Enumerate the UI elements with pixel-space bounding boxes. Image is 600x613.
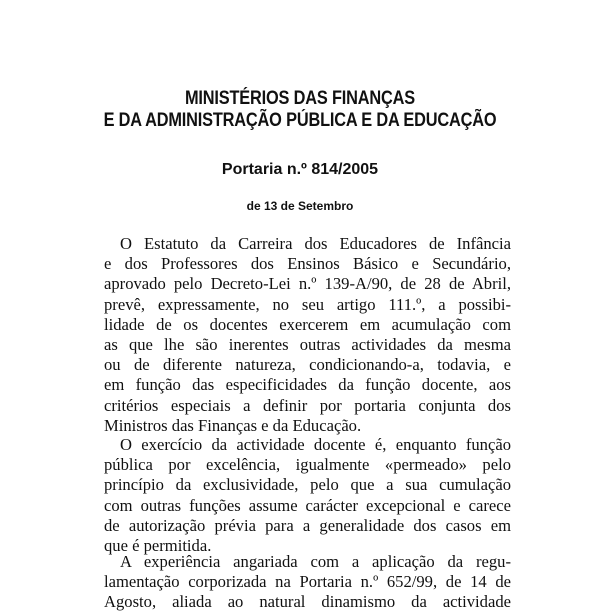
text-line: O exercício da actividade docente é, enquanto função xyxy=(120,435,511,454)
portaria-number: Portaria n.º 814/2005 xyxy=(221,161,379,178)
paragraph-3 xyxy=(104,552,511,613)
text-line: de autorização prévia para a generalidade dos casos em xyxy=(104,515,511,535)
text-line: Ministros das Finanças e da Educação. xyxy=(104,415,362,435)
paragraph-1 xyxy=(104,234,511,436)
text-line: O Estatuto da Carreira dos Educadores de Infância xyxy=(120,234,511,253)
paragraph-2 xyxy=(104,435,511,556)
text-line: lidade de os docentes exercerem em acumulação com xyxy=(104,314,511,334)
text-line: A experiência angariada com a aplicação da regu- xyxy=(120,552,511,571)
portaria-date: de 13 de Setembro xyxy=(246,199,354,213)
text-line: lamentação corporizada na Portaria n.º 652/99, de 14 de xyxy=(104,572,511,592)
text-line: princípio da exclusividade, pelo que a sua cumulação xyxy=(104,475,511,495)
text-line: ou de diferente natureza, condicionando-a, todavia, e xyxy=(104,355,511,375)
ministry-title-line-1: MINISTÉRIOS DAS FINANÇAS xyxy=(184,88,416,109)
text-line: que é permitida. xyxy=(104,535,212,555)
text-line: critérios especiais a definir por portaria conjunta dos xyxy=(104,395,511,415)
text-line: Agosto, aliada ao natural dinamismo da actividade xyxy=(104,592,511,612)
text-line: pública por excelência, igualmente «permeado» pelo xyxy=(104,455,511,475)
ministry-title-line-2: E DA ADMINISTRAÇÃO PÚBLICA E DA EDUCAÇÃO xyxy=(103,110,497,131)
text-line: prevê, expressamente, no seu artigo 111.º, a possibi- xyxy=(104,294,511,314)
text-line: aprovado pelo Decreto-Lei n.º 139-A/90, de 28 de Abril, xyxy=(104,274,511,294)
text-line: em função das especificidades da função docente, aos xyxy=(104,375,511,395)
text-line: e dos Professores dos Ensinos Básico e Secundário, xyxy=(104,254,511,274)
text-line: as que lhe são inerentes outras actividades da mesma xyxy=(104,334,511,354)
text-line: com outras funções assume carácter excepcional e carece xyxy=(104,495,511,515)
